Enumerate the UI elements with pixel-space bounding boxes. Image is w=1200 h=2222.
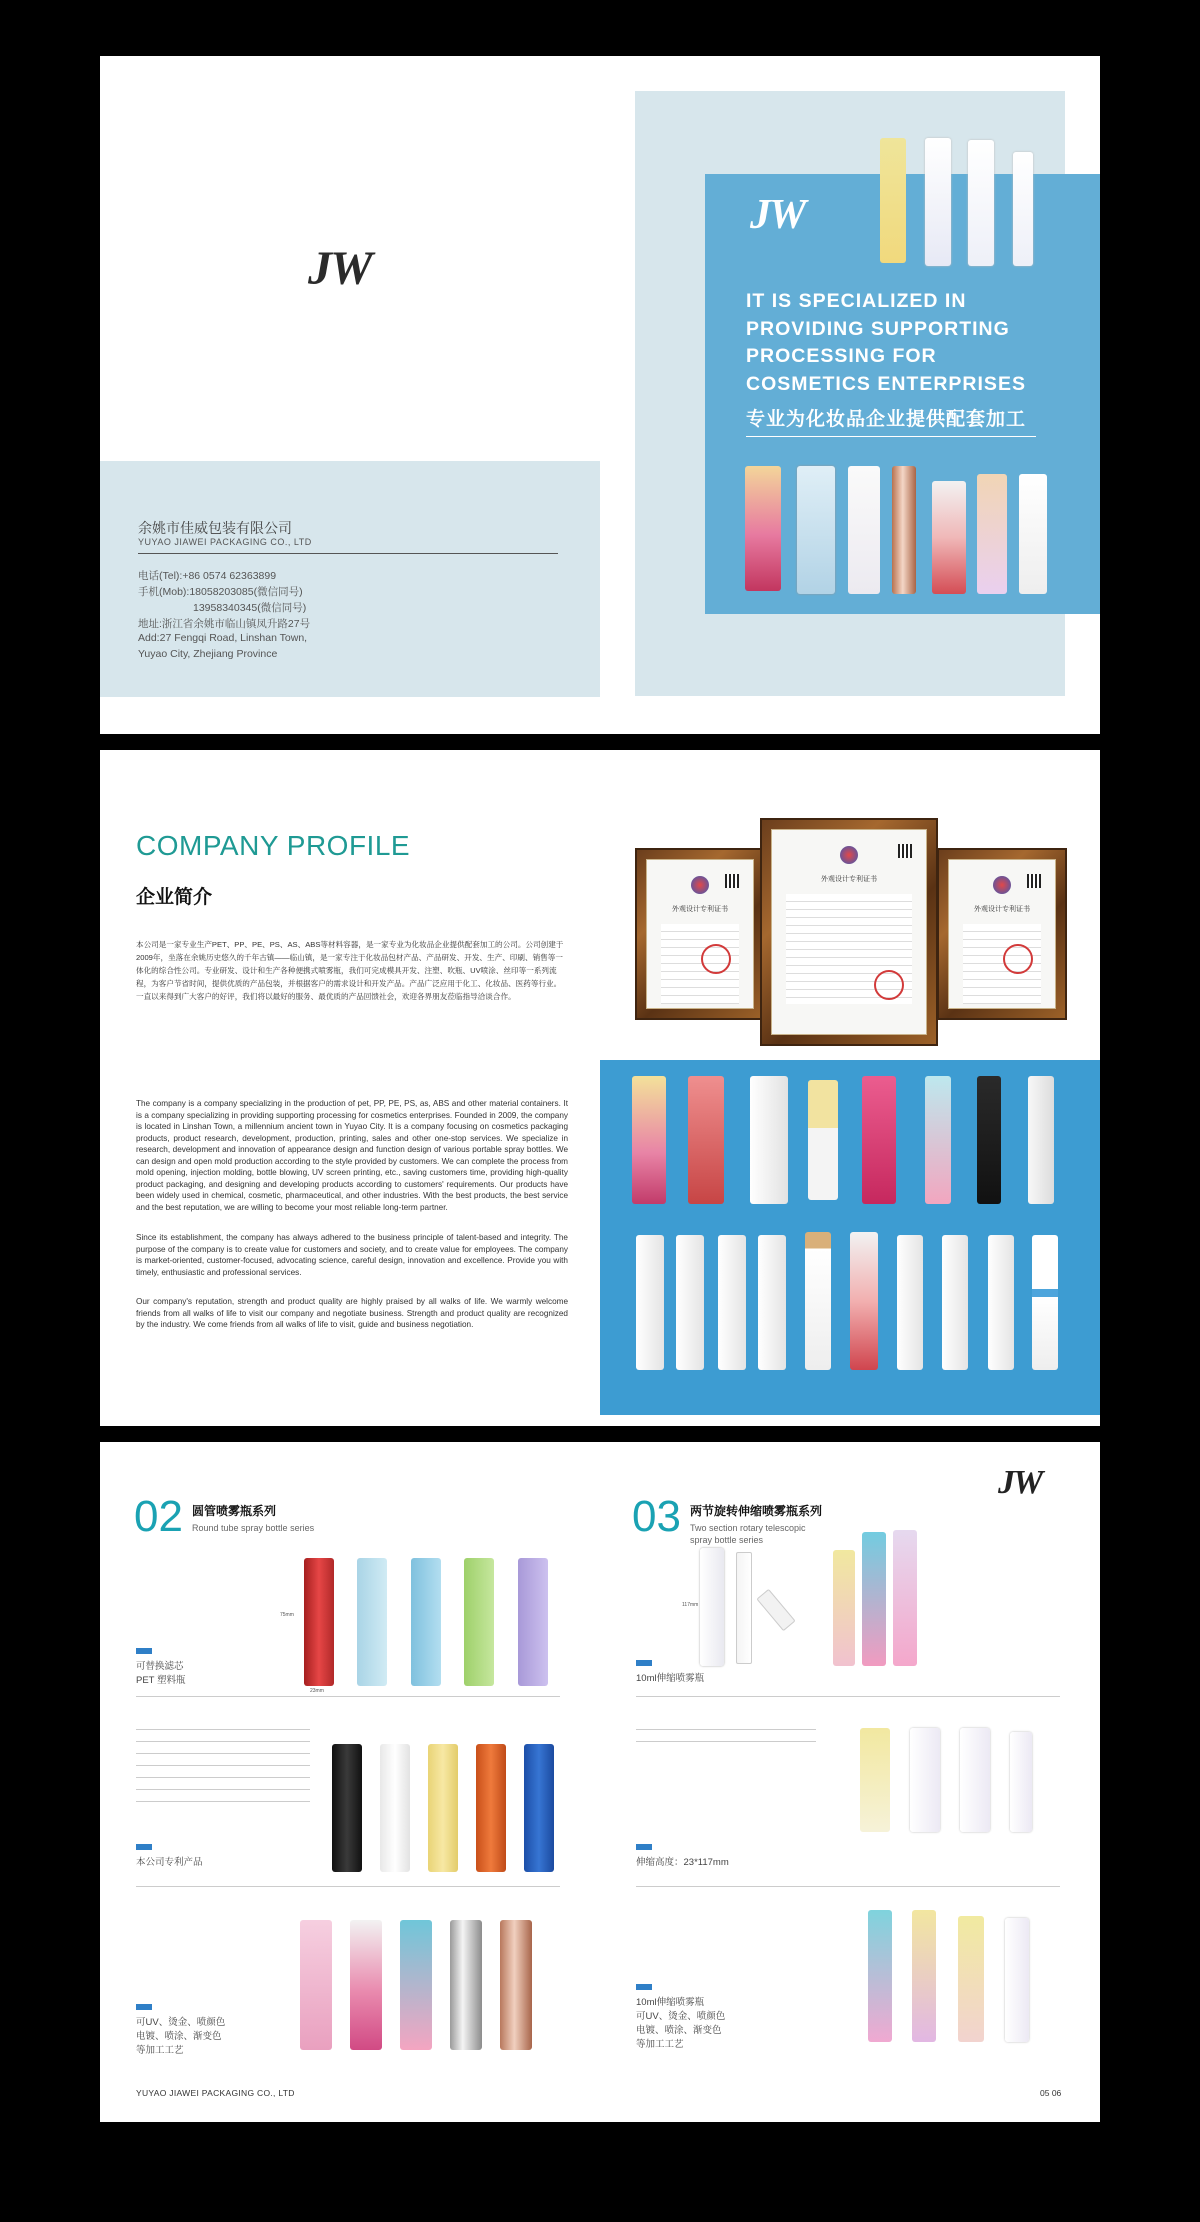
series-title-en-line: spray bottle series <box>690 1535 764 1545</box>
contact-address-en-1: Add:27 Fengqi Road, Linshan Town, <box>138 632 308 644</box>
certificate-title: 外观设计专利证书 <box>672 906 728 913</box>
caption-line: 可替换滤芯 <box>136 1661 184 1672</box>
bottle-image <box>1010 1732 1032 1832</box>
caption-line: PET 塑料瓶 <box>136 1675 186 1686</box>
bottle-image <box>960 1728 990 1832</box>
series-title-cn: 圆管喷雾瓶系列 <box>192 1504 277 1518</box>
bottle-image <box>925 138 951 266</box>
contact-address-cn: 地址:浙江省余姚市临山镇凤升路27号 <box>138 618 311 630</box>
bottle-image <box>833 1550 855 1666</box>
bottle-image <box>893 1530 917 1666</box>
caption-marker <box>636 1660 652 1666</box>
bottle-image <box>428 1744 458 1872</box>
intro-text-en-3: Our company's reputation, strength and product quality are highly praised by all walks of life. We warmly welcome friends from all walks of life to visit our company and negotiate business. Strength and product quality are recognized by the industry. We come friends from all walks of life to visit, guide and business negotiation. <box>136 1297 568 1329</box>
bottle-image <box>977 1076 1001 1204</box>
bottle-image <box>758 1235 786 1370</box>
slogan-line: COSMETICS ENTERPRISES <box>746 372 1026 395</box>
caption-text: 10ml伸缩喷雾瓶 <box>636 1673 705 1684</box>
bottle-image <box>862 1532 886 1666</box>
bottle-image <box>688 1076 724 1204</box>
section-divider <box>136 1886 560 1887</box>
contact-mobile-1: 手机(Mob):18058203085(微信同号) <box>138 586 303 598</box>
bottle-image <box>932 481 966 594</box>
bottle-image <box>805 1232 831 1370</box>
certificate-frame <box>635 848 765 1020</box>
certificate-frame <box>760 818 938 1046</box>
company-name-en: YUYAO JIAWEI PACKAGING CO., LTD <box>138 537 312 547</box>
bottle-image <box>450 1920 482 2050</box>
intro-text-en-2: Since its establishment, the company has always adhered to the business principle of talent-based and integrity. The purpose of the company is to create value for customers and society, and to create value for employees. The company is market-oriented, customer-focused, advocating science, careful design, innovation and excellence. Provide you with timely, enthusiastic and professional services. <box>136 1233 568 1277</box>
caption-text: 伸缩高度：23*117mm <box>636 1857 729 1868</box>
certificate-title: 外观设计专利证书 <box>974 906 1030 913</box>
caption-text <box>136 2016 225 2058</box>
bottle-image <box>476 1744 506 1872</box>
bottle-image <box>897 1235 923 1370</box>
section-divider <box>136 1696 560 1697</box>
bottle-image <box>862 1076 896 1204</box>
caption-line: 可UV、烫金、喷颜色 <box>636 2011 726 2022</box>
company-profile-page <box>100 750 1100 1426</box>
panel-divider <box>746 436 1036 437</box>
bottle-image <box>977 474 1007 594</box>
dimension-label: 23mm <box>310 1688 324 1694</box>
bottle-image <box>632 1076 666 1204</box>
certificate-frame <box>937 848 1067 1020</box>
dimension-label: 75mm <box>280 1612 294 1618</box>
slogan-line: PROCESSING FOR <box>746 345 937 367</box>
intro-text-cn: 本公司是一家专业生产PET、PP、PE、PS、AS、ABS等材料容器，是一家专业为化妆品企业提供配套加工的公司。公司创建于2009年，坐落在余姚历史悠久的千年古镇——临山镇，是一家专注于化妆品包材产品、产品研发、开发、生产、印刷、销售等一体化的综合性公司。专业研发、设计和生产各种便携式喷雾瓶，我们可完成模具开发、注塑、吹瓶、UV喷涂、丝印等一系列流程，为客户节省时间，提供优质的产品包装，并根据客户的需求设计和开发产品。产品广泛应用于化工、化妆品、医药等行业。一直以来得到广大客户的好评，我们将以最好的服务、最优质的产品回馈社会，欢迎各界朋友莅临指导洽谈合作。 <box>136 940 564 1001</box>
bottle-image <box>1032 1235 1058 1370</box>
section-number: 03 <box>632 1492 681 1541</box>
bottle-image <box>860 1728 890 1832</box>
caption-line: 等加工工艺 <box>636 2039 684 2050</box>
dimension-label: 117mm <box>682 1602 699 1608</box>
footer-page-numbers: 05 06 <box>1040 2088 1062 2098</box>
bottle-image <box>350 1920 382 2050</box>
bottle-image <box>968 140 994 266</box>
caption-marker <box>636 1844 652 1850</box>
bottle-image <box>524 1744 554 1872</box>
bottle-image <box>942 1235 968 1370</box>
bottle-image <box>304 1558 334 1686</box>
bottle-image <box>958 1916 984 2042</box>
product-series-page <box>100 1442 1100 2122</box>
bottle-image <box>848 466 880 594</box>
bottle-image <box>736 1552 752 1664</box>
bottle-image <box>1019 474 1047 594</box>
bottle-image <box>925 1076 951 1204</box>
caption-line: 电镀、喷涂、渐变色 <box>636 2025 722 2036</box>
bottle-image <box>756 1589 795 1631</box>
bottle-image <box>745 466 781 591</box>
bottle-image <box>868 1910 892 2042</box>
bottle-image <box>1013 152 1033 266</box>
bottle-image <box>808 1080 838 1200</box>
bottle-image <box>718 1235 746 1370</box>
section-title-en: COMPANY PROFILE <box>136 830 411 861</box>
intro-text-en-1: The company is a company specializing in the production of pet, PP, PE, PS, as, ABS and other material containers. It is a company specializing in providing supporting processing for cosmetics enterprises. Founded in 2009, the company is located in Linshan Town, a millennium ancient town in Yuyao City. It is a company focusing on cosmetics packaging products, product research, development, production, printing, sales and other one-stop services. We specialize in research, development and innovation of appearance design and function design of various portable spray bottles. We can design and open mold production according to the style provided by customers. We can complete the process from mold opening, injection molding, bottle blowing, UV screen printing, etc., saving customers time, providing high-quality product packaging, and designing and developing products according to customers' requirements. Our products have been widely used in chemical, cosmetic, pharmaceutical, and other industries. With the best products, the best service and the best reputation, we are willing to become your most reliable long-term partner. <box>136 1099 568 1212</box>
slogan-line: PROVIDING SUPPORTING <box>746 317 1010 340</box>
bottle-image <box>912 1910 936 2042</box>
bottle-image <box>880 138 906 263</box>
jw-logo: JW <box>308 242 371 295</box>
caption-marker <box>136 1844 152 1850</box>
series-title-en: Round tube spray bottle series <box>192 1523 315 1533</box>
contact-mobile-2: 13958340345(微信同号) <box>193 602 307 614</box>
bottle-image <box>500 1920 532 2050</box>
section-divider <box>636 1886 1060 1887</box>
bottle-image <box>797 466 835 594</box>
bottle-image <box>850 1232 878 1370</box>
contact-tel: 电话(Tel):+86 0574 62363899 <box>138 570 277 582</box>
slogan-line: IT IS SPECIALIZED IN <box>746 290 967 312</box>
bottle-image <box>300 1920 332 2050</box>
jw-logo: JW <box>998 1464 1042 1501</box>
slogan-en <box>746 288 1026 398</box>
caption-line: 可UV、烫金、喷颜色 <box>136 2017 226 2028</box>
bottle-image <box>910 1728 940 1832</box>
section-divider <box>636 1696 1060 1697</box>
bottle-image <box>518 1558 548 1686</box>
caption-line: 等加工工艺 <box>136 2045 184 2056</box>
caption-marker <box>136 2004 152 2010</box>
series-title-cn: 两节旋转伸缩喷雾瓶系列 <box>690 1504 823 1518</box>
bottle-image <box>380 1744 410 1872</box>
spec-table <box>136 1718 310 1802</box>
bottle-image <box>636 1235 664 1370</box>
bottle-image <box>400 1920 432 2050</box>
bottle-image <box>1005 1918 1029 2042</box>
caption-text <box>136 1660 185 1688</box>
company-name-cn: 余姚市佳威包装有限公司 <box>138 520 292 536</box>
bottle-image <box>988 1235 1014 1370</box>
section-number: 02 <box>134 1492 183 1541</box>
spec-table <box>636 1718 816 1742</box>
caption-marker <box>136 1648 152 1654</box>
divider <box>138 553 558 554</box>
bottle-image <box>676 1235 704 1370</box>
bottle-image <box>464 1558 494 1686</box>
product-showcase <box>600 1060 1100 1415</box>
caption-text <box>636 1996 725 2052</box>
contact-address-en-2: Yuyao City, Zhejiang Province <box>138 648 278 660</box>
bottle-image <box>700 1548 724 1666</box>
slogan-cn: 专业为化妆品企业提供配套加工 <box>746 409 1027 430</box>
bottle-image <box>357 1558 387 1686</box>
caption-line: 10ml伸缩喷雾瓶 <box>636 1997 705 2008</box>
bottle-image <box>332 1744 362 1872</box>
bottle-image <box>1028 1076 1054 1204</box>
footer-company: YUYAO JIAWEI PACKAGING CO., LTD <box>136 2088 295 2098</box>
certificate-title: 外观设计专利证书 <box>821 876 877 883</box>
brochure-cover-page <box>100 56 1100 734</box>
panel-jw-logo: JW <box>750 192 805 238</box>
bottle-image <box>750 1076 788 1204</box>
bottle-image <box>892 466 916 594</box>
series-title-en <box>690 1522 806 1546</box>
caption-marker <box>636 1984 652 1990</box>
caption-line: 电镀、喷涂、渐变色 <box>136 2031 222 2042</box>
bottle-image <box>411 1558 441 1686</box>
caption-text: 本公司专利产品 <box>136 1857 203 1868</box>
series-title-en-line: Two section rotary telescopic <box>690 1523 806 1533</box>
section-title-cn: 企业简介 <box>136 887 213 908</box>
